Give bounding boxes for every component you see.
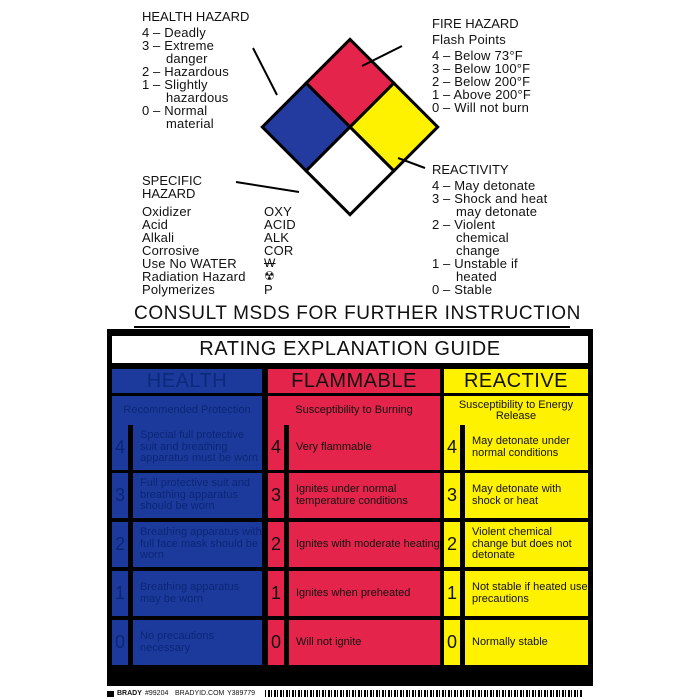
guide-rating-row xyxy=(444,425,588,470)
legend-level-text: – Slightly xyxy=(153,77,208,92)
fire-hazard-title: FIRE HAZARD xyxy=(432,16,519,31)
guide-title: RATING EXPLANATION GUIDE xyxy=(112,336,588,363)
guide-column-flammable xyxy=(268,369,440,681)
legend-level-number: 1 xyxy=(432,87,440,102)
legend-level-text: – Shock and heat xyxy=(443,191,548,206)
legend-level-text: change xyxy=(456,243,500,258)
rating-number: 2 xyxy=(444,522,460,567)
legend-level-number: 3 xyxy=(142,38,150,53)
health-leader-line xyxy=(253,48,277,95)
guide-column-header: HEALTH xyxy=(112,369,262,393)
legend-level-number: 0 xyxy=(432,100,440,115)
rating-description: May detonate with shock or heat xyxy=(465,473,588,518)
legend-level-text: – Violent xyxy=(443,217,496,232)
rating-description: Not stable if heated use precautions xyxy=(465,571,588,616)
specific-hazard-name: Oxidizer xyxy=(142,204,192,219)
specific-hazard-name: Radiation Hazard xyxy=(142,269,246,284)
rating-number: 4 xyxy=(112,425,128,470)
rating-number: 0 xyxy=(444,620,460,665)
specific-hazard-name: Acid xyxy=(142,217,169,232)
guide-rating-row xyxy=(112,620,262,665)
legend-level-text: – May detonate xyxy=(443,178,536,193)
guide-rating-row xyxy=(112,571,262,616)
rating-number: 1 xyxy=(112,571,128,616)
rating-description: Will not ignite xyxy=(289,620,440,665)
legend-level-text: – Normal xyxy=(153,103,208,118)
guide-column-header: FLAMMABLE xyxy=(268,369,440,393)
legend-level-text: material xyxy=(166,116,214,131)
rating-description: No precautions necessary xyxy=(133,620,262,665)
specific-hazard-code: P xyxy=(264,282,273,297)
rating-description: Normally stable xyxy=(465,620,588,665)
specific-hazard-name: Polymerizes xyxy=(142,282,215,297)
legend-level-text: – Below 73°F xyxy=(443,48,523,63)
legend-level-number: 2 xyxy=(432,74,440,89)
legend-level-text: hazardous xyxy=(166,90,229,105)
rating-number: 1 xyxy=(268,571,284,616)
rating-explanation-guide xyxy=(107,329,593,686)
legend-level-number: 1 xyxy=(142,77,150,92)
fire-hazard-subtitle: Flash Points xyxy=(432,32,506,47)
legend-level-text: – Stable xyxy=(443,282,493,297)
guide-rating-row xyxy=(268,522,440,567)
rating-number: 2 xyxy=(112,522,128,567)
footer-part: #99204 xyxy=(145,690,169,697)
footer-strip xyxy=(107,690,593,700)
rating-number: 3 xyxy=(268,473,284,518)
guide-column-header: REACTIVE xyxy=(444,369,588,393)
guide-rating-row xyxy=(268,620,440,665)
rating-number: 3 xyxy=(112,473,128,518)
guide-rating-row xyxy=(112,473,262,518)
rating-number: 4 xyxy=(268,425,284,470)
fire-leader-line xyxy=(362,46,402,66)
footer-code: Y389779 xyxy=(227,690,256,697)
legend-level-number: 4 xyxy=(432,48,440,63)
barcode xyxy=(265,690,583,697)
rating-description: Ignites when preheated xyxy=(289,571,440,616)
specific-hazard-code: ACID xyxy=(264,217,296,232)
rating-number: 0 xyxy=(268,620,284,665)
legend-level-text: – Unstable if xyxy=(443,256,518,271)
specific-hazard-code: ALK xyxy=(264,230,290,245)
legend-level-text: heated xyxy=(456,269,497,284)
legend-level-text: – Deadly xyxy=(153,25,206,40)
legend-level-text: – Hazardous xyxy=(153,64,229,79)
guide-rating-row xyxy=(268,425,440,470)
specific-hazard-name: Corrosive xyxy=(142,243,200,258)
legend-level-text: – Below 100°F xyxy=(443,61,531,76)
guide-rating-row xyxy=(268,571,440,616)
specific-hazard-title-line2: HAZARD xyxy=(142,186,196,201)
guide-rating-row xyxy=(268,473,440,518)
legend-level-number: 3 xyxy=(432,191,440,206)
legend-level-text: – Above 200°F xyxy=(443,87,532,102)
guide-column-health xyxy=(112,369,262,681)
guide-rating-row xyxy=(112,425,262,470)
legend-level-number: 4 xyxy=(432,178,440,193)
rating-number: 4 xyxy=(444,425,460,470)
guide-rating-row xyxy=(444,620,588,665)
rating-description: Very flammable xyxy=(289,425,440,470)
legend-level-text: – Below 200°F xyxy=(443,74,531,89)
legend-level-text: chemical xyxy=(456,230,509,245)
specific-leader-line xyxy=(236,182,299,192)
specific-hazard-title-line1: SPECIFIC xyxy=(142,173,202,188)
rating-description: Breathing apparatus may be worn xyxy=(133,571,262,616)
rating-description: Ignites under normal temperature conditions xyxy=(289,473,440,518)
rating-number: 0 xyxy=(112,620,128,665)
guide-column-subheader: Recommended Protection xyxy=(112,396,262,425)
legend-level-number: 0 xyxy=(432,282,440,297)
legend-level-number: 3 xyxy=(432,61,440,76)
legend-level-number: 4 xyxy=(142,25,150,40)
guide-rating-row xyxy=(444,522,588,567)
rating-description: May detonate under normal conditions xyxy=(465,425,588,470)
rating-description: Breathing apparatus with full face mask should be worn xyxy=(133,522,262,567)
rating-description: Special full protective suit and breathing apparatus must be worn xyxy=(133,425,262,470)
legend-level-text: – Will not burn xyxy=(443,100,530,115)
guide-rating-row xyxy=(444,571,588,616)
specific-hazard-code: COR xyxy=(264,243,294,258)
consult-msds-heading: CONSULT MSDS FOR FURTHER INSTRUCTION xyxy=(134,303,570,328)
footer-brand: BRADY xyxy=(117,690,142,697)
reactivity-leader-line xyxy=(398,158,425,168)
reactivity-title: REACTIVITY xyxy=(432,162,509,177)
footer-site: BRADYID.COM xyxy=(175,690,225,697)
rating-description: Violent chemical change but does not detonate xyxy=(465,522,588,567)
guide-column-subheader: Susceptibility to Energy Release xyxy=(444,396,588,425)
no-water-symbol: W xyxy=(264,256,276,270)
legend-level-number: 2 xyxy=(142,64,150,79)
legend-level-text: – Extreme xyxy=(153,38,215,53)
rating-number: 1 xyxy=(444,571,460,616)
radiation-icon: ☢ xyxy=(264,269,275,283)
rating-number: 2 xyxy=(268,522,284,567)
specific-hazard-name: Use No WATER xyxy=(142,256,237,271)
legend-level-number: 0 xyxy=(142,103,150,118)
brady-logo-icon xyxy=(107,691,114,697)
rating-description: Full protective suit and breathing apparatus should be worn xyxy=(133,473,262,518)
guide-column-subheader: Susceptibility to Burning xyxy=(268,396,440,425)
guide-rating-row xyxy=(444,473,588,518)
guide-rating-row xyxy=(112,522,262,567)
legend-level-number: 1 xyxy=(432,256,440,271)
health-hazard-title: HEALTH HAZARD xyxy=(142,9,250,24)
guide-column-reactive xyxy=(444,369,588,681)
legend-level-text: may detonate xyxy=(456,204,538,219)
rating-number: 3 xyxy=(444,473,460,518)
legend-level-number: 2 xyxy=(432,217,440,232)
rating-description: Ignites with moderate heating xyxy=(289,522,440,567)
specific-hazard-name: Alkali xyxy=(142,230,175,245)
specific-hazard-code: OXY xyxy=(264,204,293,219)
legend-level-text: danger xyxy=(166,51,208,66)
